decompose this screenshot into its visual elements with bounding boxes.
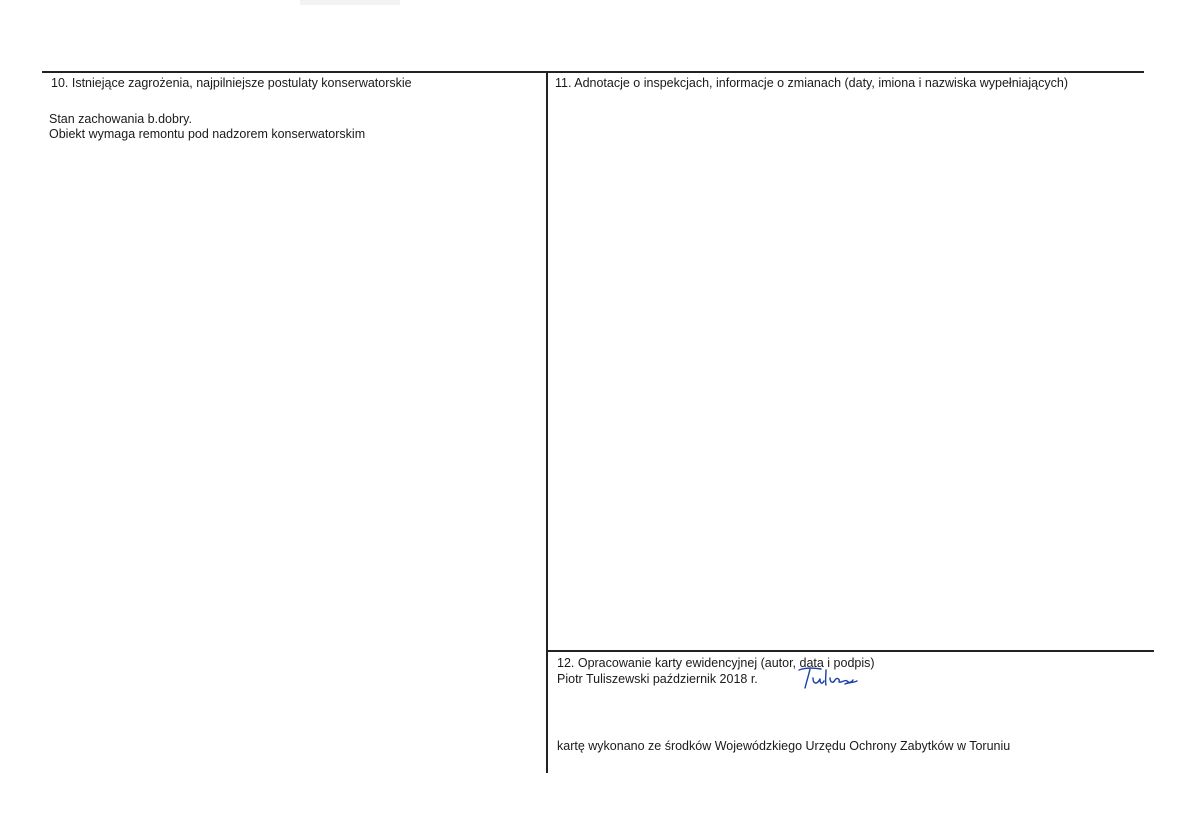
funding-note: kartę wykonano ze środków Wojewódzkiego Urzędu Ochrony Zabytków w Toruniu [557,739,1011,753]
section-10-line-2: Obiekt wymaga remontu pod nadzorem konserwatorskim [49,127,366,141]
section-12-rule [548,650,1154,652]
section-12-heading: 12. Opracowanie karty ewidencyjnej (autor, data i podpis) [557,656,875,670]
section-12-author-line: Piotr Tuliszewski październik 2018 r. [557,672,758,686]
handwritten-signature [795,664,865,692]
top-rule [42,71,1144,73]
column-divider [546,71,548,773]
scan-artifact [300,0,400,5]
section-10-line-1: Stan zachowania b.dobry. [49,112,192,126]
section-11-heading: 11. Adnotacje o inspekcjach, informacje o zmianach (daty, imiona i nazwiska wypełniających) [555,76,1068,90]
section-10-heading: 10. Istniejące zagrożenia, najpilniejsze postulaty konserwatorskie [51,76,412,90]
